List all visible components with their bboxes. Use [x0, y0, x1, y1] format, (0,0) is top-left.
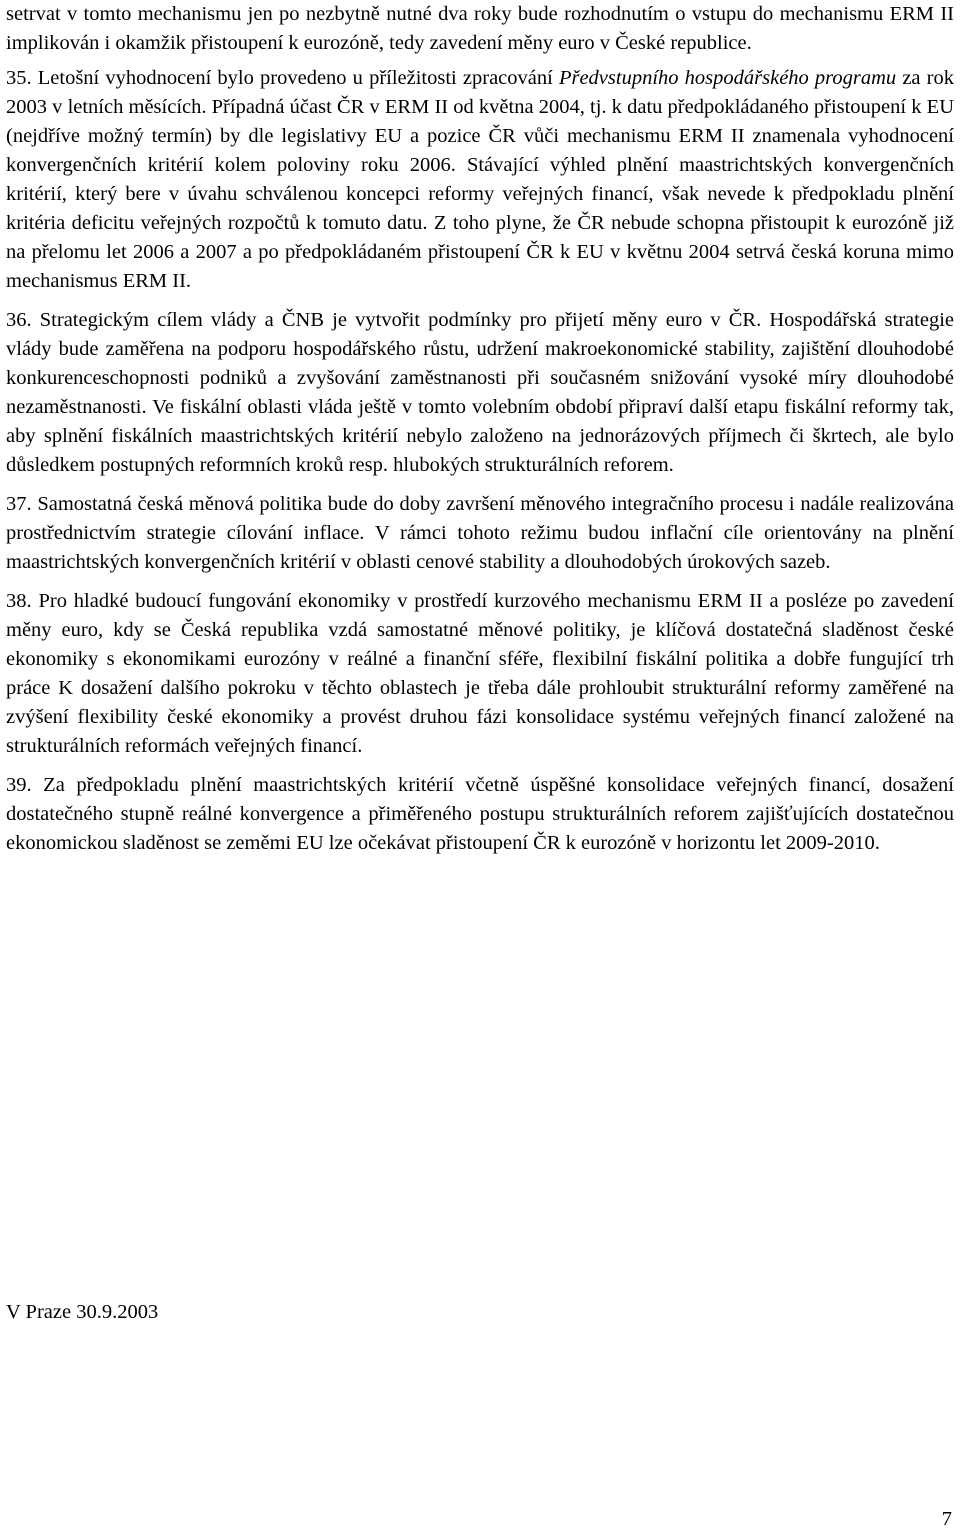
- paragraph-35: [6, 64, 954, 296]
- paragraph-37: 37. Samostatná česká měnová politika bude do doby završení měnového integračního procesu i nadále realizována prostřednictvím strategie cílování inflace. V rámci tohoto režimu budou inflační cíle orientovány na plnění maastrichtských konvergenčních kritérií v oblasti cenové stability a dlouhodobých úrokových sazeb.: [6, 493, 954, 573]
- page-number: 7: [941, 1508, 952, 1530]
- paragraph-35-end: za rok 2003 v letních měsících. Případná účast ČR v ERM II od května 2004, tj. k datu předpokládaného přistoupení k EU (nejdříve možný termín) by dle legislativy EU a pozice ČR vůči mechanismu ERM II znamenala vyhodnocení konvergenčních kritérií kolem poloviny roku 2006. Stávající výhled plnění maastrichtských konvergenčních kritérií, který bere v úvahu schválenou koncepci reformy veřejných financí, však nevede k předpokladu plnění kritéria deficitu veřejných rozpočtů k tomuto datu. Z toho plyne, že ČR nebude schopna přistoupit k eurozóně již na přelomu let 2006 a 2007 a po předpokládaném přistoupení ČR k EU v květnu 2004 setrvá česká koruna mimo mechanismus ERM II.: [6, 67, 954, 292]
- paragraph-intro: setrvat v tomto mechanismu jen po nezbytně nutné dva roky bude rozhodnutím o vstupu do mechanismu ERM II implikován i okamžik přistoupení k eurozóně, tedy zavedení měny euro v České republice.: [6, 3, 954, 54]
- document-body: [6, 0, 954, 858]
- paragraph-39: 39. Za předpokladu plnění maastrichtských kritérií včetně úspěšné konsolidace veřejných financí, dosažení dostatečného stupně reálné konvergence a přiměřeného postupu strukturálních reforem zajišťujících dostatečnou ekonomickou sladěnost se zeměmi EU lze očekávat přistoupení ČR k eurozóně v horizontu let 2009-2010.: [6, 774, 954, 854]
- paragraph-35-program-title: Předvstupního hospodářského programu: [558, 67, 897, 89]
- paragraph-36: 36. Strategickým cílem vlády a ČNB je vytvořit podmínky pro přijetí měny euro v ČR. Hospodářská strategie vlády bude zaměřena na podporu hospodářského růstu, udržení makroekonomické stability, zajištění dlouhodobé konkurenceschopnosti podniků a zvyšování zaměstnanosti při současném snižování vysoké míry dlouhodobé nezaměstnanosti. Ve fiskální oblasti vláda ještě v tomto volebním období připraví další etapu fiskální reformy tak, aby splnění fiskálních maastrichtských kritérií nebylo založeno na jednorázových příjmech či škrtech, ale bylo důsledkem postupných reformních kroků resp. hlubokých strukturálních reforem.: [6, 309, 954, 476]
- document-date: V Praze 30.9.2003: [6, 1301, 159, 1323]
- paragraph-35-start: 35. Letošní vyhodnocení bylo provedeno u příležitosti zpracování: [6, 67, 559, 89]
- paragraph-38: 38. Pro hladké budoucí fungování ekonomiky v prostředí kurzového mechanismu ERM II a posléze po zavedení měny euro, kdy se Česká republika vzdá samostatné měnové politiky, je klíčová dostatečná sladěnost české ekonomiky s ekonomikami eurozóny v reálné a finanční sféře, flexibilní fiskální politika a dobře fungující trh práce K dosažení dalšího pokroku v těchto oblastech je třeba dále prohloubit strukturální reformy zaměřené na zvýšení flexibility české ekonomiky a provést druhou fázi konsolidace systému veřejných financí založené na strukturálních reformách veřejných financí.: [6, 590, 954, 757]
